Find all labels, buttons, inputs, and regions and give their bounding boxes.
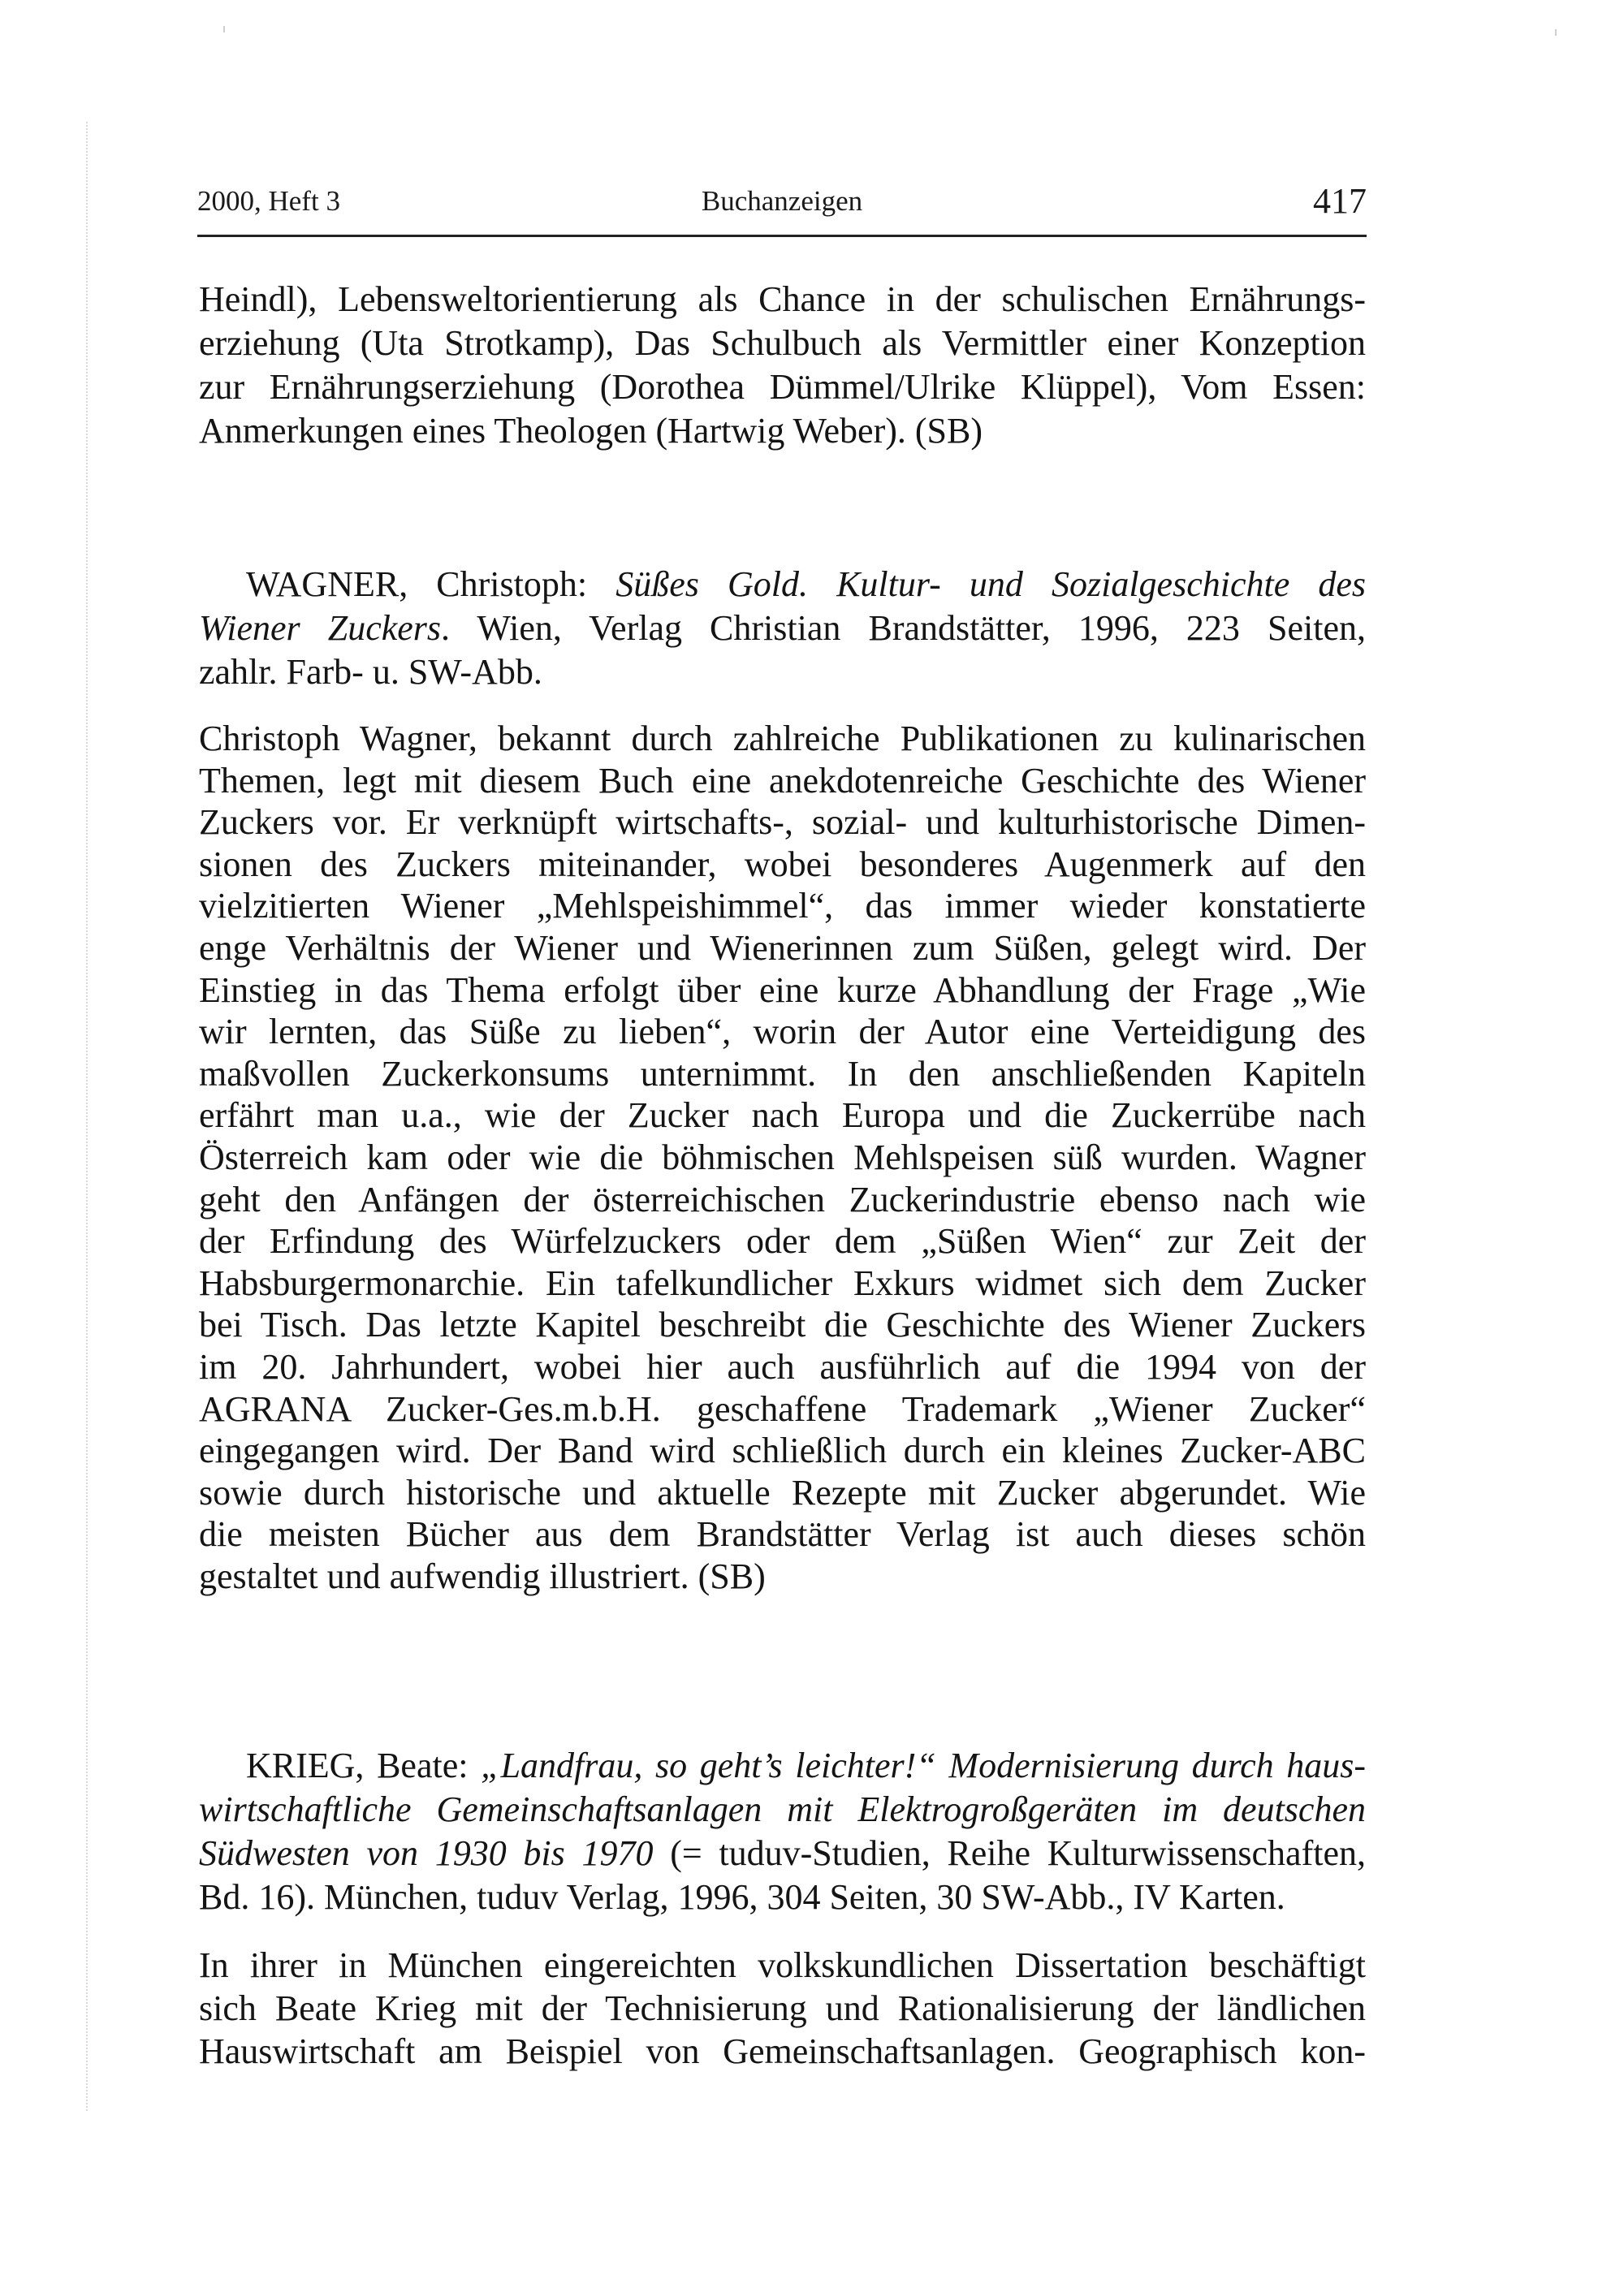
review-citation-krieg (199, 1744, 1366, 1919)
text-line: Habsburgermonarchie. Ein tafelkundlicher Exkurs widmet sich dem Zucker (199, 1263, 1366, 1303)
text-line: Heindl), Lebensweltorientierung als Chance in der schulischen Ernährungs- (199, 279, 1366, 319)
text-line: maßvollen Zuckerkonsums unternimmt. In den anschließenden Kapiteln (199, 1053, 1366, 1094)
scan-mark (223, 26, 225, 32)
citation-line (199, 1788, 1366, 1832)
text-line: sionen des Zuckers miteinander, wobei besonderes Augenmerk auf den (199, 844, 1366, 884)
text-line: erfährt man u.a., wie der Zucker nach Europa und die Zuckerrübe nach (199, 1095, 1366, 1136)
book-title: „Landfrau, so geht’s leichter!“ Modernisierung durch haus- (481, 1746, 1367, 1785)
text-line: die meisten Bücher aus dem Brandstätter Verlag ist auch dieses schön (199, 1514, 1366, 1555)
scan-mark (1555, 29, 1557, 36)
text-line: enge Verhältnis der Wiener und Wienerinnen zum Süßen, gelegt wird. Der (199, 927, 1366, 968)
citation-line: Bd. 16). München, tuduv Verlag, 1996, 304 Seiten, 30 SW-Abb., IV Karten. (199, 1877, 1285, 1917)
running-header (197, 180, 1367, 221)
text-line: Einstieg in das Thema erfolgt über eine kurze Abhandlung der Frage „Wie (199, 969, 1366, 1010)
text-line: Anmerkungen eines Theologen (Hartwig Weber). (SB) (199, 411, 983, 451)
text-line: geht den Anfängen der österreichischen Zuckerindustrie ebenso nach wie (199, 1179, 1366, 1219)
text-line: Christoph Wagner, bekannt durch zahlreiche Publikationen zu kulinarischen (199, 719, 1366, 758)
header-rule (197, 235, 1367, 237)
text-line: im 20. Jahrhundert, wobei hier auch ausführlich auf die 1994 von der (199, 1346, 1366, 1387)
author: KRIEG, Beate: (246, 1746, 482, 1785)
text-line: eingegangen wird. Der Band wird schließlich durch ein kleines Zucker-ABC (199, 1431, 1366, 1471)
book-title: Südwesten von 1930 bis 1970 (199, 1833, 654, 1873)
series-info: (= tuduv-Studien, Reihe Kulturwissenschaften, (653, 1833, 1366, 1873)
review-body-krieg (199, 1944, 1366, 2073)
text-line: Themen, legt mit diesem Buch eine anekdotenreiche Geschichte des Wiener (199, 760, 1366, 801)
publication-info: . Wien, Verlag Christian Brandstätter, 1996, 223 Seiten, (441, 608, 1366, 648)
book-title: wirtschaftliche Gemeinschaftsanlagen mit Elektrogroßgeräten im deutschen (199, 1789, 1366, 1829)
issue-label: 2000, Heft 3 (197, 185, 340, 217)
author: WAGNER, Christoph: (246, 564, 616, 604)
text-line: zur Ernährungserziehung (Dorothea Dümmel/Ulrike Klüppel), Vom Essen: (199, 367, 1366, 407)
text-line: In ihrer in München eingereichten volkskundlichen Dissertation beschäftigt (199, 1945, 1366, 1985)
citation-line (199, 563, 1366, 606)
text-line: wir lernten, das Süße zu lieben“, worin der Autor eine Verteidigung des (199, 1012, 1366, 1052)
citation-line: zahlr. Farb- u. SW-Abb. (199, 652, 542, 692)
page-number: 417 (1313, 181, 1367, 221)
citation-line (199, 606, 1366, 650)
text-line: Österreich kam oder wie die böhmischen Mehlspeisen süß wurden. Wagner (199, 1137, 1366, 1177)
text-line: erziehung (Uta Strotkamp), Das Schulbuch als Vermittler einer Konzeption (199, 323, 1366, 363)
text-line: sich Beate Krieg mit der Technisierung und Rationalisierung der ländlichen (199, 1988, 1366, 2028)
book-title: Süßes Gold. Kultur- und Sozialgeschichte des (615, 564, 1367, 604)
citation-line (199, 1744, 1366, 1788)
citation-line (199, 1832, 1366, 1875)
review-body-wagner (199, 718, 1366, 1597)
text-line: Hauswirtschaft am Beispiel von Gemeinschaftsanlagen. Geographisch kon- (199, 2031, 1366, 2071)
text-line: AGRANA Zucker-Ges.m.b.H. geschaffene Trademark „Wiener Zucker“ (199, 1388, 1366, 1429)
text-line: gestaltet und aufwendig illustriert. (SB) (199, 1556, 766, 1596)
text-line: bei Tisch. Das letzte Kapitel beschreibt die Geschichte des Wiener Zuckers (199, 1305, 1366, 1345)
text-line: der Erfindung des Würfelzuckers oder dem „Süßen Wien“ zur Zeit der (199, 1221, 1366, 1262)
continuation-paragraph (199, 278, 1366, 453)
text-line: sowie durch historische und aktuelle Rezepte mit Zucker abgerundet. Wie (199, 1472, 1366, 1513)
review-citation-wagner (199, 563, 1366, 694)
text-line: vielzitierten Wiener „Mehlspeishimmel“, das immer wieder konstatierte (199, 886, 1366, 926)
text-line: Zuckers vor. Er verknüpft wirtschafts-, sozial- und kulturhistorische Dimen- (199, 802, 1366, 843)
scan-margin-artifact (86, 122, 88, 2111)
book-title: Wiener Zuckers (199, 608, 442, 648)
section-title: Buchanzeigen (701, 185, 863, 217)
